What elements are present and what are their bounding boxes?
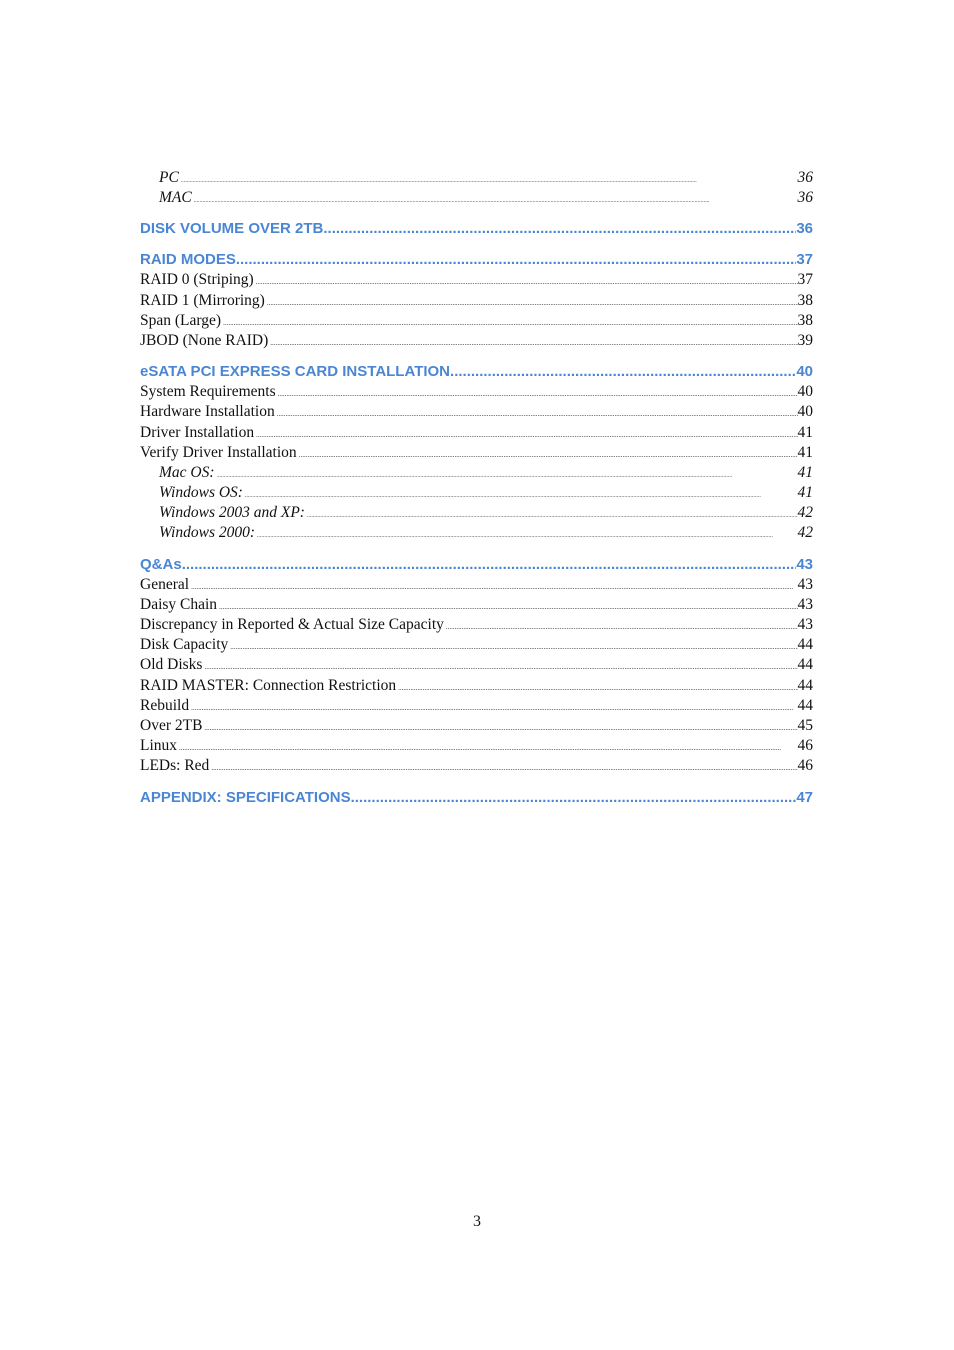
- toc-entry[interactable]: [140, 311, 813, 331]
- toc-title: System Requirements: [140, 383, 276, 401]
- toc-page-number: 46: [797, 757, 813, 775]
- toc-page-number: 44: [797, 656, 813, 674]
- toc-title: Windows OS:: [159, 484, 243, 502]
- table-of-contents: [140, 168, 813, 808]
- toc-heading[interactable]: [140, 788, 813, 808]
- toc-title: Daisy Chain: [140, 595, 218, 613]
- toc-title: Over 2TB: [140, 716, 203, 734]
- toc-page-number: 41: [797, 423, 813, 441]
- toc-title: Driver Installation: [140, 423, 255, 441]
- toc-entry[interactable]: [140, 696, 813, 716]
- toc-leader-dots: [194, 188, 798, 208]
- toc-leader-dots: [257, 523, 797, 543]
- toc-title: Old Disks: [140, 656, 203, 674]
- toc-page-number: 38: [797, 311, 813, 329]
- toc-title: Hardware Installation: [140, 403, 275, 421]
- toc-title: Windows 2000:: [159, 524, 256, 542]
- toc-subentry[interactable]: [140, 483, 813, 503]
- toc-page-number: 36: [797, 169, 813, 186]
- toc-subentry[interactable]: [140, 188, 813, 208]
- toc-leader-dots: [181, 168, 798, 188]
- toc-entry[interactable]: [140, 331, 813, 351]
- toc-leader-dots: [191, 696, 797, 716]
- toc-subentry[interactable]: [140, 168, 813, 188]
- toc-title: RAID 1 (Mirroring): [140, 291, 265, 309]
- toc-page-number: 43: [797, 575, 813, 593]
- toc-leader-dots: [219, 595, 797, 615]
- toc-leader-dots: [236, 250, 796, 270]
- toc-entry[interactable]: [140, 382, 813, 402]
- toc-title: MAC: [159, 189, 192, 207]
- toc-title: RAID MODES: [140, 251, 236, 269]
- toc-title: RAID 0 (Striping): [140, 271, 254, 289]
- toc-heading[interactable]: [140, 362, 813, 382]
- toc-page-number: 46: [797, 737, 813, 755]
- toc-title: Q&As: [140, 555, 182, 573]
- toc-entry[interactable]: [140, 270, 813, 290]
- toc-title: Rebuild: [140, 696, 190, 714]
- toc-page-number: 40: [797, 403, 813, 421]
- toc-heading[interactable]: [140, 250, 813, 270]
- toc-leader-dots: [223, 311, 797, 331]
- toc-leader-dots: [323, 219, 796, 239]
- toc-entry[interactable]: [140, 756, 813, 776]
- toc-leader-dots: [270, 331, 797, 351]
- toc-heading[interactable]: [140, 555, 813, 575]
- toc-title: RAID MASTER: Connection Restriction: [140, 676, 397, 694]
- toc-leader-dots: [204, 716, 797, 736]
- toc-page-number: 43: [797, 616, 813, 633]
- toc-title: Linux: [140, 737, 178, 755]
- toc-leader-dots: [191, 575, 797, 595]
- toc-page-number: 44: [797, 676, 813, 694]
- toc-entry[interactable]: [140, 575, 813, 595]
- toc-subentry[interactable]: [140, 503, 813, 523]
- toc-page-number: 41: [797, 484, 813, 502]
- page-number: 3: [473, 1213, 481, 1230]
- toc-leader-dots: [277, 402, 798, 422]
- toc-leader-dots: [182, 555, 797, 575]
- toc-page-number: 42: [797, 524, 813, 542]
- toc-title: eSATA PCI EXPRESS CARD INSTALLATION: [140, 363, 451, 381]
- toc-leader-dots: [299, 443, 798, 463]
- toc-title: JBOD (None RAID): [140, 331, 269, 349]
- toc-leader-dots: [398, 676, 797, 696]
- toc-leader-dots: [211, 756, 797, 776]
- toc-leader-dots: [256, 423, 797, 443]
- toc-subentry[interactable]: [140, 523, 813, 543]
- toc-entry[interactable]: [140, 423, 813, 443]
- toc-entry[interactable]: [140, 635, 813, 655]
- toc-title: Mac OS:: [159, 463, 215, 481]
- toc-title: Discrepancy in Reported & Actual Size Capacity: [140, 616, 444, 633]
- toc-page-number: 44: [797, 636, 813, 654]
- toc-title: General: [140, 575, 190, 593]
- toc-leader-dots: [307, 503, 798, 523]
- toc-entry[interactable]: [140, 291, 813, 311]
- toc-title: LEDs: Red: [140, 757, 210, 775]
- toc-title: PC: [159, 169, 179, 186]
- toc-leader-dots: [245, 483, 798, 503]
- toc-heading[interactable]: [140, 219, 813, 239]
- toc-page-number: 36: [796, 220, 813, 238]
- toc-entry[interactable]: [140, 716, 813, 736]
- toc-page-number: 39: [797, 331, 813, 349]
- toc-page-number: 45: [797, 716, 813, 734]
- toc-leader-dots: [450, 362, 796, 382]
- toc-page-number: 47: [796, 788, 813, 806]
- toc-leader-dots: [256, 270, 798, 290]
- toc-page-number: 37: [797, 271, 813, 289]
- toc-leader-dots: [267, 291, 798, 311]
- toc-entry[interactable]: [140, 736, 813, 756]
- toc-entry[interactable]: [140, 402, 813, 422]
- toc-page-number: 44: [797, 696, 813, 714]
- toc-leader-dots: [204, 655, 797, 675]
- toc-subentry[interactable]: [140, 463, 813, 483]
- toc-page-number: 41: [797, 463, 813, 481]
- toc-leader-dots: [217, 463, 798, 483]
- toc-page-number: 37: [796, 251, 813, 269]
- toc-title: Disk Capacity: [140, 636, 229, 654]
- toc-title: DISK VOLUME OVER 2TB: [140, 220, 324, 238]
- toc-leader-dots: [179, 736, 797, 756]
- toc-entry[interactable]: [140, 595, 813, 615]
- toc-title: APPENDIX: SPECIFICATIONS: [140, 788, 351, 806]
- toc-leader-dots: [230, 635, 797, 655]
- toc-entry[interactable]: [140, 655, 813, 675]
- toc-page-number: 40: [796, 363, 813, 381]
- toc-page-number: 42: [797, 504, 813, 522]
- toc-entry[interactable]: [140, 615, 813, 635]
- toc-leader-dots: [446, 615, 798, 635]
- toc-page-number: 40: [797, 383, 813, 401]
- toc-page-number: 43: [797, 595, 813, 613]
- toc-title: Verify Driver Installation: [140, 443, 297, 461]
- toc-page-number: 41: [797, 443, 813, 461]
- toc-page-number: 36: [797, 189, 813, 207]
- toc-page-number: 38: [797, 291, 813, 309]
- toc-leader-dots: [278, 382, 798, 402]
- toc-title: Windows 2003 and XP:: [159, 504, 305, 522]
- toc-leader-dots: [351, 788, 797, 808]
- toc-entry[interactable]: [140, 443, 813, 463]
- toc-page-number: 43: [796, 555, 813, 573]
- toc-entry[interactable]: [140, 676, 813, 696]
- toc-title: Span (Large): [140, 311, 222, 329]
